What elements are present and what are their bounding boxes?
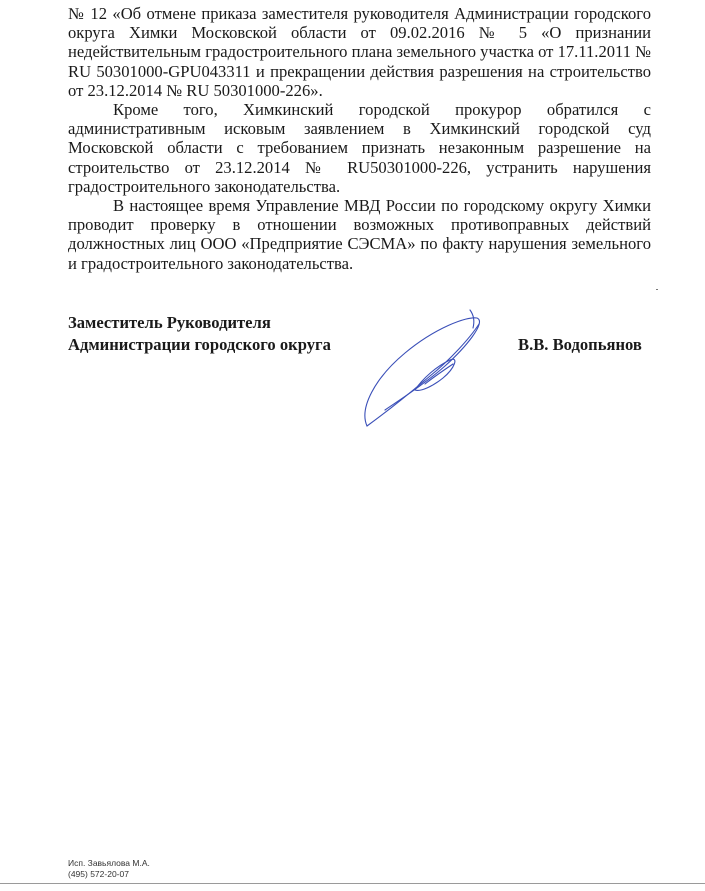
signatory-position-line2: Администрации городского округа bbox=[68, 335, 331, 354]
signatory-position bbox=[68, 312, 331, 356]
executor-name: Исп. Завьялова М.А. bbox=[68, 858, 150, 868]
scan-artifact bbox=[656, 289, 658, 290]
handwritten-signature bbox=[355, 298, 495, 438]
executor-phone: (495) 572-20-07 bbox=[68, 869, 129, 879]
page-bottom-edge bbox=[0, 883, 705, 884]
paragraph-prosecutor: Кроме того, Химкинский городской прокурор обратился с административным исковым заявлением в Химкинский городской суд Московской области с требованием признать незаконным разрешение на строительство от 23.12.2014 № RU50301000-226, устранить нарушения градостроительного законодательства. bbox=[68, 100, 651, 196]
paragraph-continuation: № 12 «Об отмене приказа заместителя руководителя Администрации городского округа Химки Московской области от 09.02.2016 № 5 «О признании недействительным градостроительного плана земельного участка от 17.11.2011 № RU 50301000-GPU043311 и прекращении действия разрешения на строительство от 23.12.2014 № RU 50301000-226». bbox=[68, 4, 652, 100]
executor-note bbox=[68, 858, 150, 880]
signatory-name: В.В. Водопьянов bbox=[518, 335, 642, 354]
paragraph-police-check: В настоящее время Управление МВД России по городскому округу Химки проводит проверку в отношении возможных противоправных действий должностных лиц ООО «Предприятие СЭСМА» по факту нарушения земельного и градостроительного законодательства. bbox=[68, 196, 651, 273]
letter-body bbox=[68, 4, 651, 273]
signatory-position-line1: Заместитель Руководителя bbox=[68, 313, 271, 332]
